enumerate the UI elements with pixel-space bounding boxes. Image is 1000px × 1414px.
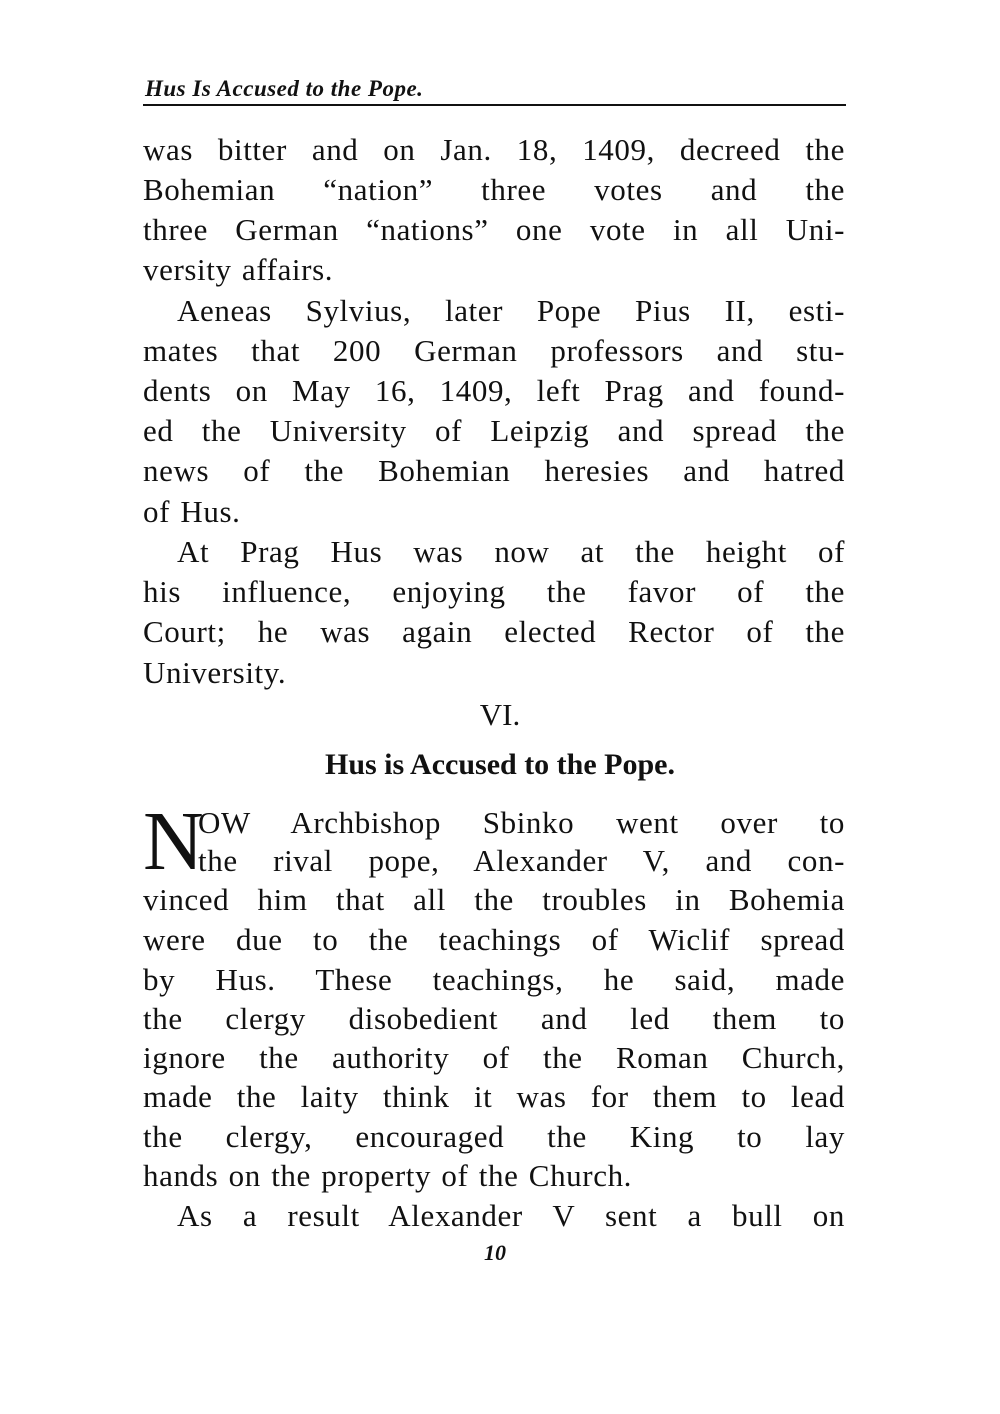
text-line: At Prag Hus was now at the height of bbox=[177, 534, 845, 569]
text-line: dents on May 16, 1409, left Prag and found- bbox=[143, 373, 845, 408]
text-line: Court; he was again elected Rector of the bbox=[143, 614, 845, 649]
text-line: his influence, enjoying the favor of the bbox=[143, 574, 845, 609]
text-line: University. bbox=[143, 655, 287, 690]
text-line: As a result Alexander V sent a bull on bbox=[177, 1198, 845, 1233]
header-rule bbox=[143, 104, 846, 106]
text-line: three German “nations” one vote in all Uni- bbox=[143, 212, 845, 247]
text-line: the clergy, encouraged the King to lay bbox=[143, 1119, 845, 1154]
text-line: OW Archbishop Sbinko went over to bbox=[198, 805, 845, 840]
chapter-title: Hus is Accused to the Pope. bbox=[324, 748, 675, 781]
page-number: 10 bbox=[484, 1240, 506, 1265]
text-line: was bitter and on Jan. 18, 1409, decreed the bbox=[143, 132, 845, 167]
text-line: Aeneas Sylvius, later Pope Pius II, esti- bbox=[177, 293, 845, 328]
text-line: hands on the property of the Church. bbox=[143, 1158, 633, 1193]
text-line: Bohemian “nation” three votes and the bbox=[143, 172, 845, 207]
text-line: versity affairs. bbox=[143, 252, 334, 287]
text-line: were due to the teachings of Wiclif spread bbox=[143, 922, 845, 957]
text-line: the rival pope, Alexander V, and con- bbox=[198, 843, 845, 878]
text-line: made the laity think it was for them to lead bbox=[143, 1079, 845, 1114]
text-line: of Hus. bbox=[143, 494, 241, 529]
text-line: ignore the authority of the Roman Church, bbox=[143, 1040, 845, 1075]
chapter-number: VI. bbox=[479, 697, 521, 732]
text-line: ed the University of Leipzig and spread the bbox=[143, 413, 845, 448]
text-line: mates that 200 German professors and stu- bbox=[143, 333, 845, 368]
text-line: news of the Bohemian heresies and hatred bbox=[143, 453, 845, 488]
text-line: the clergy disobedient and led them to bbox=[143, 1001, 845, 1036]
text-line: by Hus. These teachings, he said, made bbox=[143, 962, 845, 997]
text-line: vinced him that all the troubles in Bohemia bbox=[143, 882, 845, 917]
drop-cap: N bbox=[143, 795, 204, 888]
running-header: Hus Is Accused to the Pope. bbox=[145, 76, 424, 101]
